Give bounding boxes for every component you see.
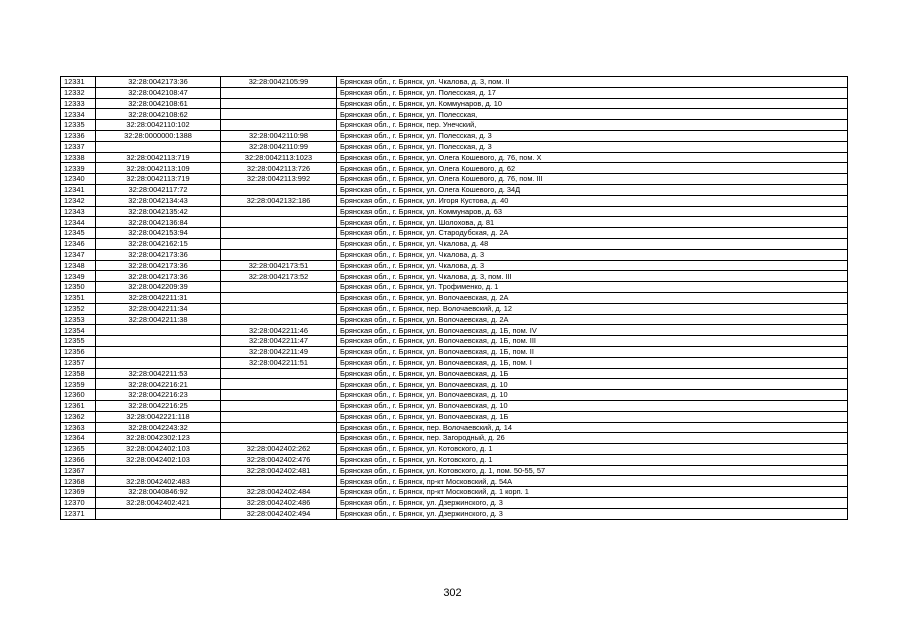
row-number-cell: 12355 bbox=[61, 336, 96, 347]
related-cadastral-number-cell: 32:28:0042402:476 bbox=[221, 454, 337, 465]
related-cadastral-number-cell: 32:28:0042211:47 bbox=[221, 336, 337, 347]
related-cadastral-number-cell: 32:28:0042402:494 bbox=[221, 508, 337, 519]
cadastral-number-cell bbox=[96, 336, 221, 347]
related-cadastral-number-cell bbox=[221, 400, 337, 411]
table-row bbox=[61, 498, 848, 509]
table-row bbox=[61, 130, 848, 141]
related-cadastral-number-cell bbox=[221, 282, 337, 293]
table-row bbox=[61, 195, 848, 206]
table-row bbox=[61, 325, 848, 336]
related-cadastral-number-cell bbox=[221, 314, 337, 325]
table-row bbox=[61, 379, 848, 390]
address-cell: Брянская обл., г. Брянск, ул. Волочаевская, д. 2А bbox=[337, 292, 848, 303]
address-cell: Брянская обл., г. Брянск, ул. Дзержинского, д. 3 bbox=[337, 508, 848, 519]
row-number-cell: 12368 bbox=[61, 476, 96, 487]
related-cadastral-number-cell bbox=[221, 292, 337, 303]
address-cell: Брянская обл., г. Брянск, ул. Волочаевская, д. 1Б, пом. IV bbox=[337, 325, 848, 336]
address-cell: Брянская обл., г. Брянск, ул. Чкалова, д. 3, пом. III bbox=[337, 271, 848, 282]
table-row bbox=[61, 98, 848, 109]
table-row bbox=[61, 336, 848, 347]
address-cell: Брянская обл., г. Брянск, ул. Волочаевская, д. 1Б, пом. II bbox=[337, 346, 848, 357]
row-number-cell: 12345 bbox=[61, 228, 96, 239]
cadastral-number-cell: 32:28:0042211:31 bbox=[96, 292, 221, 303]
related-cadastral-number-cell: 32:28:0042110:98 bbox=[221, 130, 337, 141]
table-row bbox=[61, 508, 848, 519]
row-number-cell: 12371 bbox=[61, 508, 96, 519]
related-cadastral-number-cell bbox=[221, 433, 337, 444]
cadastral-number-cell: 32:28:0042216:25 bbox=[96, 400, 221, 411]
table-row bbox=[61, 163, 848, 174]
address-cell: Брянская обл., г. Брянск, ул. Олега Кошевого, д. 76, пом. X bbox=[337, 152, 848, 163]
cadastral-number-cell: 32:28:0042216:23 bbox=[96, 390, 221, 401]
address-cell: Брянская обл., г. Брянск, ул. Трофименко, д. 1 bbox=[337, 282, 848, 293]
address-cell: Брянская обл., г. Брянск, ул. Игоря Кустова, д. 40 bbox=[337, 195, 848, 206]
table-row bbox=[61, 433, 848, 444]
address-cell: Брянская обл., г. Брянск, пр-кт Московский, д. 54А bbox=[337, 476, 848, 487]
related-cadastral-number-cell bbox=[221, 238, 337, 249]
table-row bbox=[61, 314, 848, 325]
cadastral-number-cell: 32:28:0042173:36 bbox=[96, 77, 221, 88]
row-number-cell: 12362 bbox=[61, 411, 96, 422]
related-cadastral-number-cell: 32:28:0042211:49 bbox=[221, 346, 337, 357]
table-row bbox=[61, 303, 848, 314]
cadastral-number-cell: 32:28:0042402:483 bbox=[96, 476, 221, 487]
table-row bbox=[61, 422, 848, 433]
cadastral-number-cell: 32:28:0042108:47 bbox=[96, 87, 221, 98]
table-row bbox=[61, 109, 848, 120]
address-cell: Брянская обл., г. Брянск, пер. Волочаевский, д. 12 bbox=[337, 303, 848, 314]
related-cadastral-number-cell bbox=[221, 109, 337, 120]
row-number-cell: 12352 bbox=[61, 303, 96, 314]
cadastral-number-cell: 32:28:0042402:103 bbox=[96, 444, 221, 455]
cadastral-number-cell: 32:28:0042136:84 bbox=[96, 217, 221, 228]
address-cell: Брянская обл., г. Брянск, ул. Стародубская, д. 2А bbox=[337, 228, 848, 239]
row-number-cell: 12337 bbox=[61, 141, 96, 152]
cadastral-number-cell bbox=[96, 141, 221, 152]
table-row bbox=[61, 487, 848, 498]
address-cell: Брянская обл., г. Брянск, ул. Волочаевская, д. 1Б bbox=[337, 411, 848, 422]
row-number-cell: 12343 bbox=[61, 206, 96, 217]
cadastral-number-cell: 32:28:0042153:94 bbox=[96, 228, 221, 239]
related-cadastral-number-cell: 32:28:0042113:1023 bbox=[221, 152, 337, 163]
row-number-cell: 12353 bbox=[61, 314, 96, 325]
table-row bbox=[61, 87, 848, 98]
cadastral-number-cell: 32:28:0042108:62 bbox=[96, 109, 221, 120]
table-row bbox=[61, 476, 848, 487]
cadastral-number-cell: 32:28:0042113:719 bbox=[96, 174, 221, 185]
table-row bbox=[61, 390, 848, 401]
table-row bbox=[61, 206, 848, 217]
table-row bbox=[61, 444, 848, 455]
address-cell: Брянская обл., г. Брянск, ул. Котовского, д. 1 bbox=[337, 444, 848, 455]
table-row bbox=[61, 141, 848, 152]
row-number-cell: 12358 bbox=[61, 368, 96, 379]
cadastral-number-cell: 32:28:0042113:719 bbox=[96, 152, 221, 163]
address-cell: Брянская обл., г. Брянск, ул. Дзержинского, д. 3 bbox=[337, 498, 848, 509]
address-cell: Брянская обл., г. Брянск, ул. Олега Кошевого, д. 34Д bbox=[337, 184, 848, 195]
row-number-cell: 12357 bbox=[61, 357, 96, 368]
cadastral-number-cell bbox=[96, 465, 221, 476]
related-cadastral-number-cell bbox=[221, 249, 337, 260]
cadastral-number-cell: 32:28:0042211:38 bbox=[96, 314, 221, 325]
cadastral-number-cell: 32:28:0042221:118 bbox=[96, 411, 221, 422]
related-cadastral-number-cell: 32:28:0042402:486 bbox=[221, 498, 337, 509]
address-cell: Брянская обл., г. Брянск, ул. Шолохова, д. 81 bbox=[337, 217, 848, 228]
table-row bbox=[61, 120, 848, 131]
row-number-cell: 12359 bbox=[61, 379, 96, 390]
address-cell: Брянская обл., г. Брянск, ул. Волочаевская, д. 1Б, пом. I bbox=[337, 357, 848, 368]
table-row bbox=[61, 174, 848, 185]
cadastral-number-cell: 32:28:0042211:53 bbox=[96, 368, 221, 379]
registry-table bbox=[60, 76, 848, 520]
row-number-cell: 12351 bbox=[61, 292, 96, 303]
related-cadastral-number-cell bbox=[221, 476, 337, 487]
table-row bbox=[61, 184, 848, 195]
row-number-cell: 12360 bbox=[61, 390, 96, 401]
related-cadastral-number-cell bbox=[221, 184, 337, 195]
address-cell: Брянская обл., г. Брянск, ул. Чкалова, д. 3 bbox=[337, 260, 848, 271]
table-row bbox=[61, 77, 848, 88]
table-row bbox=[61, 249, 848, 260]
row-number-cell: 12346 bbox=[61, 238, 96, 249]
related-cadastral-number-cell bbox=[221, 87, 337, 98]
row-number-cell: 12335 bbox=[61, 120, 96, 131]
cadastral-number-cell: 32:28:0042173:36 bbox=[96, 271, 221, 282]
cadastral-number-cell: 32:28:0000000:1388 bbox=[96, 130, 221, 141]
row-number-cell: 12332 bbox=[61, 87, 96, 98]
related-cadastral-number-cell: 32:28:0042402:481 bbox=[221, 465, 337, 476]
cadastral-number-cell: 32:28:0042216:21 bbox=[96, 379, 221, 390]
related-cadastral-number-cell bbox=[221, 390, 337, 401]
related-cadastral-number-cell bbox=[221, 368, 337, 379]
related-cadastral-number-cell bbox=[221, 228, 337, 239]
address-cell: Брянская обл., г. Брянск, ул. Полесская, д. 17 bbox=[337, 87, 848, 98]
related-cadastral-number-cell: 32:28:0042402:484 bbox=[221, 487, 337, 498]
address-cell: Брянская обл., г. Брянск, ул. Котовского, д. 1, пом. 50-55, 57 bbox=[337, 465, 848, 476]
cadastral-number-cell bbox=[96, 357, 221, 368]
related-cadastral-number-cell bbox=[221, 303, 337, 314]
cadastral-number-cell: 32:28:0042302:123 bbox=[96, 433, 221, 444]
cadastral-number-cell: 32:28:0042108:61 bbox=[96, 98, 221, 109]
cadastral-number-cell: 32:28:0042402:421 bbox=[96, 498, 221, 509]
related-cadastral-number-cell bbox=[221, 411, 337, 422]
table-row bbox=[61, 238, 848, 249]
address-cell: Брянская обл., г. Брянск, ул. Волочаевская, д. 2А bbox=[337, 314, 848, 325]
cadastral-number-cell bbox=[96, 325, 221, 336]
cadastral-number-cell bbox=[96, 346, 221, 357]
cadastral-number-cell: 32:28:0042209:39 bbox=[96, 282, 221, 293]
address-cell: Брянская обл., г. Брянск, ул. Коммунаров, д. 10 bbox=[337, 98, 848, 109]
cadastral-number-cell: 32:28:0040846:92 bbox=[96, 487, 221, 498]
cadastral-number-cell: 32:28:0042117:72 bbox=[96, 184, 221, 195]
row-number-cell: 12344 bbox=[61, 217, 96, 228]
row-number-cell: 12364 bbox=[61, 433, 96, 444]
related-cadastral-number-cell: 32:28:0042211:46 bbox=[221, 325, 337, 336]
address-cell: Брянская обл., г. Брянск, пер. Унечский, bbox=[337, 120, 848, 131]
table-row bbox=[61, 217, 848, 228]
address-cell: Брянская обл., г. Брянск, ул. Котовского, д. 1 bbox=[337, 454, 848, 465]
related-cadastral-number-cell bbox=[221, 379, 337, 390]
table-row bbox=[61, 454, 848, 465]
row-number-cell: 12365 bbox=[61, 444, 96, 455]
address-cell: Брянская обл., г. Брянск, ул. Полесская, д. 3 bbox=[337, 141, 848, 152]
related-cadastral-number-cell bbox=[221, 422, 337, 433]
table-row bbox=[61, 400, 848, 411]
row-number-cell: 12366 bbox=[61, 454, 96, 465]
cadastral-number-cell: 32:28:0042243:32 bbox=[96, 422, 221, 433]
address-cell: Брянская обл., г. Брянск, пер. Загородный, д. 26 bbox=[337, 433, 848, 444]
row-number-cell: 12350 bbox=[61, 282, 96, 293]
related-cadastral-number-cell bbox=[221, 120, 337, 131]
row-number-cell: 12341 bbox=[61, 184, 96, 195]
cadastral-number-cell: 32:28:0042162:15 bbox=[96, 238, 221, 249]
registry-table-body bbox=[61, 77, 848, 520]
table-row bbox=[61, 357, 848, 368]
row-number-cell: 12354 bbox=[61, 325, 96, 336]
row-number-cell: 12333 bbox=[61, 98, 96, 109]
related-cadastral-number-cell: 32:28:0042105:99 bbox=[221, 77, 337, 88]
cadastral-number-cell: 32:28:0042173:36 bbox=[96, 249, 221, 260]
row-number-cell: 12339 bbox=[61, 163, 96, 174]
row-number-cell: 12369 bbox=[61, 487, 96, 498]
address-cell: Брянская обл., г. Брянск, ул. Коммунаров, д. 63 bbox=[337, 206, 848, 217]
address-cell: Брянская обл., г. Брянск, ул. Полесская, bbox=[337, 109, 848, 120]
related-cadastral-number-cell: 32:28:0042173:52 bbox=[221, 271, 337, 282]
address-cell: Брянская обл., г. Брянск, ул. Волочаевская, д. 1Б, пом. III bbox=[337, 336, 848, 347]
row-number-cell: 12370 bbox=[61, 498, 96, 509]
row-number-cell: 12334 bbox=[61, 109, 96, 120]
table-row bbox=[61, 152, 848, 163]
address-cell: Брянская обл., г. Брянск, ул. Олега Кошевого, д. 62 bbox=[337, 163, 848, 174]
related-cadastral-number-cell: 32:28:0042402:262 bbox=[221, 444, 337, 455]
page-number: 302 bbox=[443, 587, 462, 599]
address-cell: Брянская обл., г. Брянск, ул. Полесская, д. 3 bbox=[337, 130, 848, 141]
table-row bbox=[61, 465, 848, 476]
related-cadastral-number-cell: 32:28:0042110:99 bbox=[221, 141, 337, 152]
cadastral-number-cell: 32:28:0042110:102 bbox=[96, 120, 221, 131]
address-cell: Брянская обл., г. Брянск, ул. Чкалова, д. 48 bbox=[337, 238, 848, 249]
table-row bbox=[61, 260, 848, 271]
table-row bbox=[61, 292, 848, 303]
row-number-cell: 12338 bbox=[61, 152, 96, 163]
related-cadastral-number-cell: 32:28:0042132:186 bbox=[221, 195, 337, 206]
table-row bbox=[61, 411, 848, 422]
row-number-cell: 12356 bbox=[61, 346, 96, 357]
row-number-cell: 12367 bbox=[61, 465, 96, 476]
address-cell: Брянская обл., г. Брянск, ул. Олега Кошевого, д. 76, пом. III bbox=[337, 174, 848, 185]
row-number-cell: 12363 bbox=[61, 422, 96, 433]
related-cadastral-number-cell: 32:28:0042173:51 bbox=[221, 260, 337, 271]
cadastral-number-cell: 32:28:0042135:42 bbox=[96, 206, 221, 217]
related-cadastral-number-cell bbox=[221, 217, 337, 228]
row-number-cell: 12361 bbox=[61, 400, 96, 411]
row-number-cell: 12347 bbox=[61, 249, 96, 260]
related-cadastral-number-cell bbox=[221, 206, 337, 217]
related-cadastral-number-cell: 32:28:0042113:992 bbox=[221, 174, 337, 185]
table-row bbox=[61, 368, 848, 379]
cadastral-number-cell: 32:28:0042211:34 bbox=[96, 303, 221, 314]
cadastral-number-cell bbox=[96, 508, 221, 519]
row-number-cell: 12348 bbox=[61, 260, 96, 271]
address-cell: Брянская обл., г. Брянск, ул. Волочаевская, д. 10 bbox=[337, 400, 848, 411]
row-number-cell: 12331 bbox=[61, 77, 96, 88]
address-cell: Брянская обл., г. Брянск, ул. Волочаевская, д. 10 bbox=[337, 390, 848, 401]
cadastral-number-cell: 32:28:0042173:36 bbox=[96, 260, 221, 271]
table-row bbox=[61, 228, 848, 239]
address-cell: Брянская обл., г. Брянск, ул. Волочаевская, д. 10 bbox=[337, 379, 848, 390]
row-number-cell: 12342 bbox=[61, 195, 96, 206]
table-row bbox=[61, 271, 848, 282]
address-cell: Брянская обл., г. Брянск, пр-кт Московский, д. 1 корп. 1 bbox=[337, 487, 848, 498]
address-cell: Брянская обл., г. Брянск, ул. Чкалова, д. 3, пом. II bbox=[337, 77, 848, 88]
table-row bbox=[61, 282, 848, 293]
row-number-cell: 12349 bbox=[61, 271, 96, 282]
row-number-cell: 12336 bbox=[61, 130, 96, 141]
related-cadastral-number-cell: 32:28:0042211:51 bbox=[221, 357, 337, 368]
related-cadastral-number-cell bbox=[221, 98, 337, 109]
related-cadastral-number-cell: 32:28:0042113:726 bbox=[221, 163, 337, 174]
address-cell: Брянская обл., г. Брянск, пер. Волочаевский, д. 14 bbox=[337, 422, 848, 433]
row-number-cell: 12340 bbox=[61, 174, 96, 185]
cadastral-number-cell: 32:28:0042113:109 bbox=[96, 163, 221, 174]
cadastral-number-cell: 32:28:0042402:103 bbox=[96, 454, 221, 465]
table-row bbox=[61, 346, 848, 357]
cadastral-number-cell: 32:28:0042134:43 bbox=[96, 195, 221, 206]
address-cell: Брянская обл., г. Брянск, ул. Волочаевская, д. 1Б bbox=[337, 368, 848, 379]
address-cell: Брянская обл., г. Брянск, ул. Чкалова, д. 3 bbox=[337, 249, 848, 260]
